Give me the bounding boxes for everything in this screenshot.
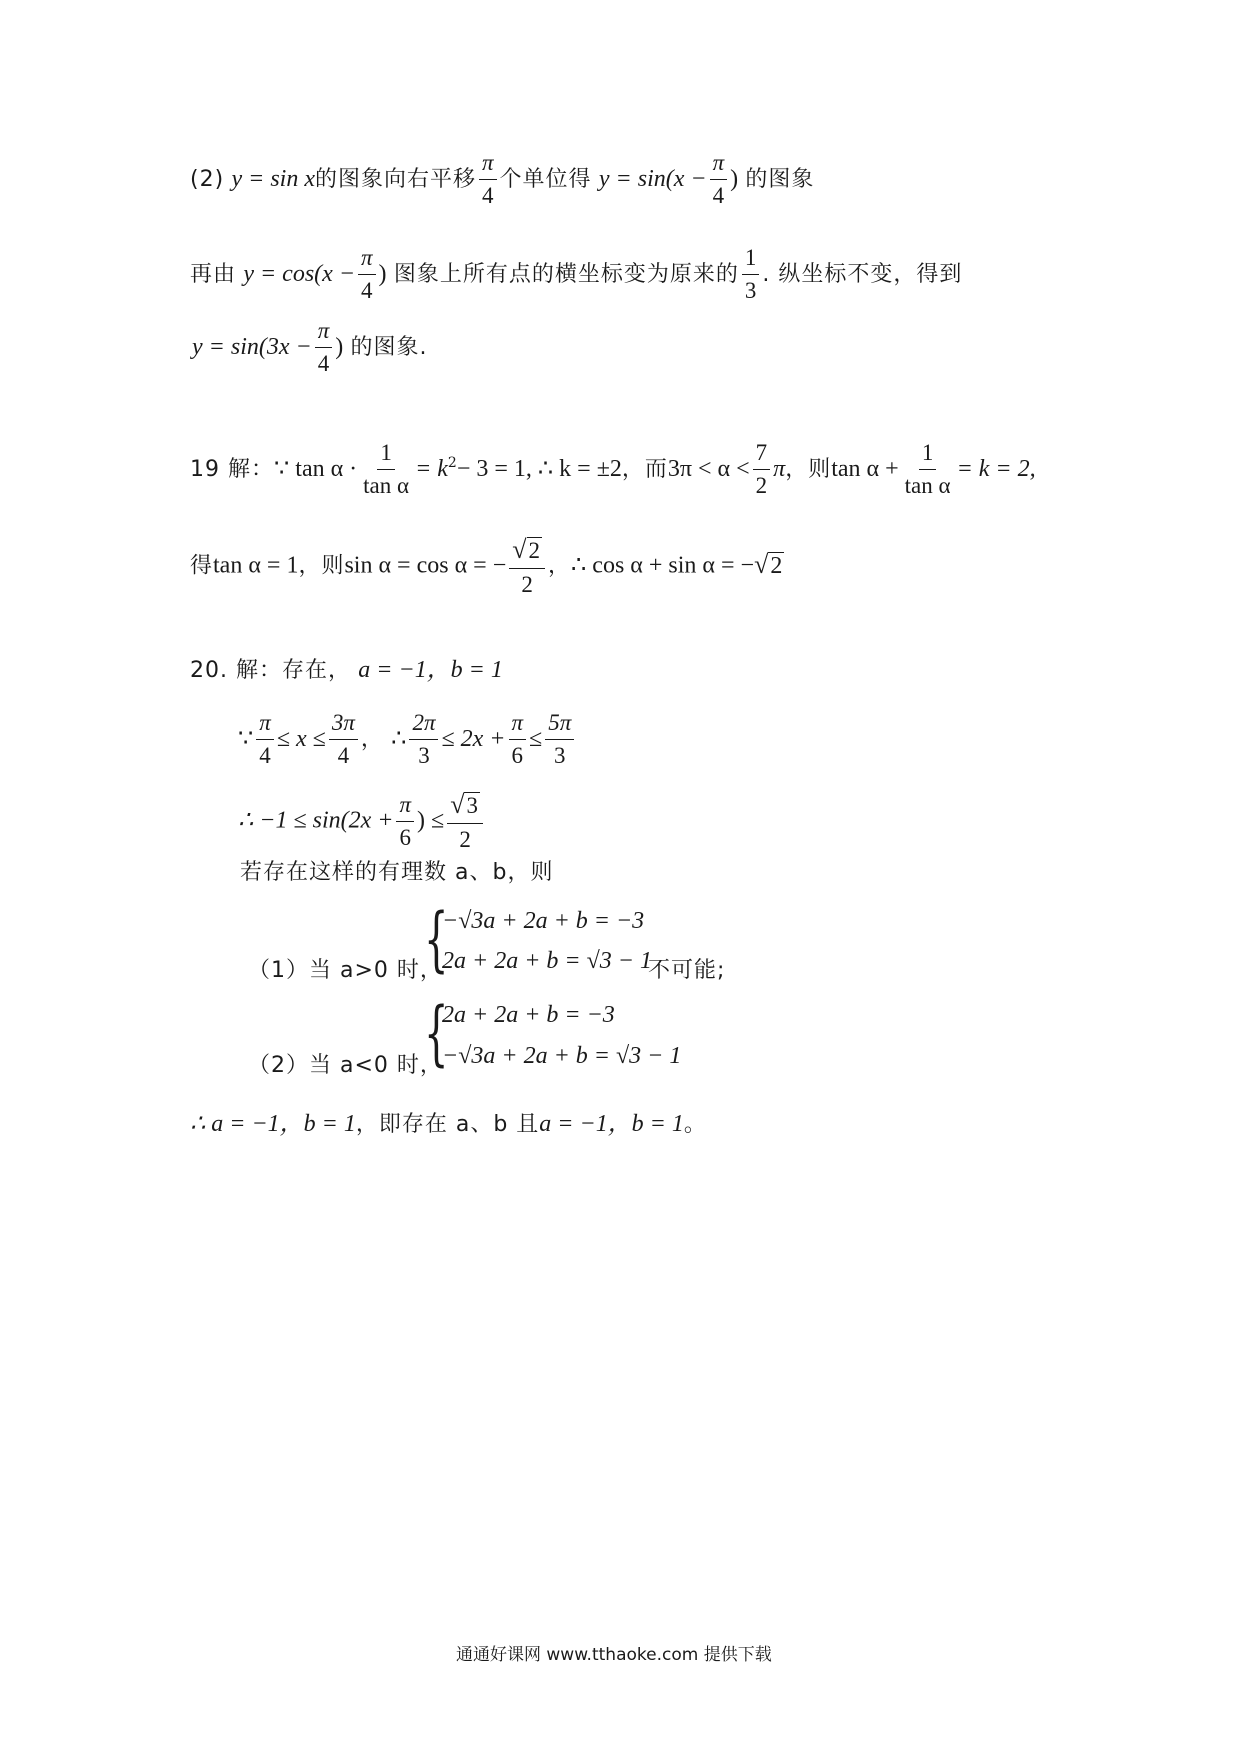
s20-conclusion (190, 1112, 707, 1136)
s20-line-3 (238, 790, 486, 853)
s18-text-zaiyou: 再由 (190, 261, 237, 287)
s18-text-shift-right: 的图象向右平移 (315, 166, 477, 192)
s18-text-graph-end: 的图象. (350, 334, 428, 360)
s20-line-2 (238, 710, 577, 770)
s20-case1-eq1: −√3a + 2a + b = −3 (442, 908, 645, 934)
s18-eq-y-sinx: y = sin x (231, 165, 315, 192)
s20-frac-sqrt3-2: $\frac{√3}{2}$ (447, 790, 483, 853)
s18-part-label: (2) (190, 166, 225, 192)
s19-sin-cos: sin α = cos α = − (344, 552, 507, 579)
s20-conclusion-text: ，即存在 a、b 且 (355, 1112, 540, 1137)
s20-therefore: ∴ (391, 725, 407, 752)
s20-sin-range: ∴ −1 ≤ sin(2x + (238, 807, 394, 834)
s20-case2-label: （2）当 a<0 时， (248, 1053, 443, 1078)
s19-tan-eq-1: tan α = 1 (213, 552, 299, 579)
s19-comma: ， (548, 553, 572, 579)
s20-line-4: 若存在这样的有理数 a、b，则 (240, 860, 554, 885)
s18-line-1 (190, 150, 814, 210)
s19-text-ze: ，则 (785, 456, 832, 482)
s18-frac-pi-4-c: $\frac{\pi}{4}$ (358, 245, 376, 305)
s18-paren-close-3: ) (335, 333, 344, 360)
s20-case1-label: （1）当 a>0 时， (248, 958, 443, 983)
s20-frac-2pi-3: $\frac{2\pi}{3}$ (409, 710, 438, 770)
s18-text-horizontal: 图象上所有点的横坐标变为原来的 (393, 261, 739, 287)
s19-text-ze2: ，则 (298, 553, 345, 579)
s20-label: 20. 解：存在， (190, 658, 351, 683)
s20-ab-values: a = −1，b = 1 (358, 657, 503, 683)
s19-frac-1-tan-b: $\frac{1}{\text{tan α}}$ (904, 440, 951, 499)
s19-frac-1-tan: $\frac{1}{\text{tan α}}$ (363, 440, 410, 499)
s18-paren-close-2: ) (378, 260, 387, 287)
s20-case2-eq2: −√3a + 2a + b = √3 − 1 (442, 1043, 682, 1069)
s19-text-de: 得 (190, 553, 214, 579)
s19-eq-k: = k (415, 455, 448, 482)
s20-conclusion-ab: ∴ a = −1，b = 1 (190, 1111, 356, 1137)
s19-pi: π (773, 455, 786, 482)
s18-frac-pi-4: $\frac{\pi}{4}$ (479, 150, 497, 210)
s19-sqrt2: √2 (754, 549, 783, 579)
s20-leq2: ) ≤ (417, 807, 445, 834)
s20-case2-brace: { (424, 992, 449, 1074)
s20-case2-eq1: 2a + 2a + b = −3 (442, 1002, 615, 1028)
s19-eq-k2: = k = 2, (956, 455, 1036, 482)
s19-sup-2: 2 (447, 454, 457, 471)
s20-x-range: ≤ x ≤ (276, 725, 326, 752)
s20-frac-pi-4: $\frac{\pi}{4}$ (256, 710, 274, 770)
s20-2x: ≤ 2x + (441, 725, 506, 752)
s19-range: 3π < α < (667, 455, 750, 482)
s18-text-units: 个单位得 (499, 166, 592, 192)
s18-eq-sin-shift: y = sin(x − (598, 165, 707, 192)
s20-line-1 (190, 658, 503, 682)
s19-k-value: − 3 = 1, ∴ k = ±2 (456, 455, 622, 482)
s18-eq-cos-shift: y = cos(x − (243, 260, 356, 287)
s20-conclusion-ab2: a = −1，b = 1 (539, 1111, 684, 1137)
s19-frac-sqrt2-2: $\frac{√2}{2}$ (509, 535, 545, 598)
s18-eq-sin3x: y = sin(3x − (192, 333, 312, 360)
s20-case1-eq2: 2a + 2a + b = √3 − 1 (442, 948, 652, 974)
s20-because: ∵ (238, 725, 254, 752)
s19-line-1 (190, 440, 1036, 500)
s19-frac-7-2: $\frac{7}{2}$ (753, 440, 771, 500)
s20-conclusion-period: 。 (683, 1112, 707, 1137)
s19-tan-plus: tan α + (831, 455, 899, 482)
s20-case1-tail: 不可能; (648, 958, 726, 983)
s19-line-2 (190, 535, 784, 598)
s18-text-vertical: . 纵坐标不变，得到 (762, 261, 963, 287)
s19-text-er: ，而 (621, 456, 668, 482)
s19-label: 19 解： (190, 456, 274, 482)
s18-line-2 (190, 245, 962, 305)
s18-frac-pi-4-b: $\frac{\pi}{4}$ (710, 150, 728, 210)
s20-case1-brace: { (424, 898, 449, 980)
s20-comma: ， (360, 726, 384, 752)
s18-frac-pi-4-d: $\frac{\pi}{4}$ (315, 318, 333, 378)
s18-text-graph: 的图象 (745, 166, 815, 192)
s20-frac-5pi-3: $\frac{5\pi}{3}$ (545, 710, 574, 770)
s20-frac-pi-6-b: $\frac{\pi}{6}$ (396, 792, 414, 852)
s18-paren-close: ) (730, 165, 739, 192)
s20-frac-pi-6: $\frac{\pi}{6}$ (509, 710, 527, 770)
s20-leq: ≤ (529, 725, 543, 752)
s19-cos-plus-sin: ∴ cos α + sin α = − (571, 552, 755, 579)
s18-line-3 (192, 318, 428, 378)
s20-frac-3pi-4: $\frac{3\pi}{4}$ (329, 710, 358, 770)
s19-tan-dot: ∵ tan α · (274, 455, 358, 482)
s18-frac-1-3: $\frac{1}{3}$ (742, 245, 760, 305)
page-footer: 通通好课网 www.tthaoke.com 提供下载 (456, 1645, 772, 1665)
